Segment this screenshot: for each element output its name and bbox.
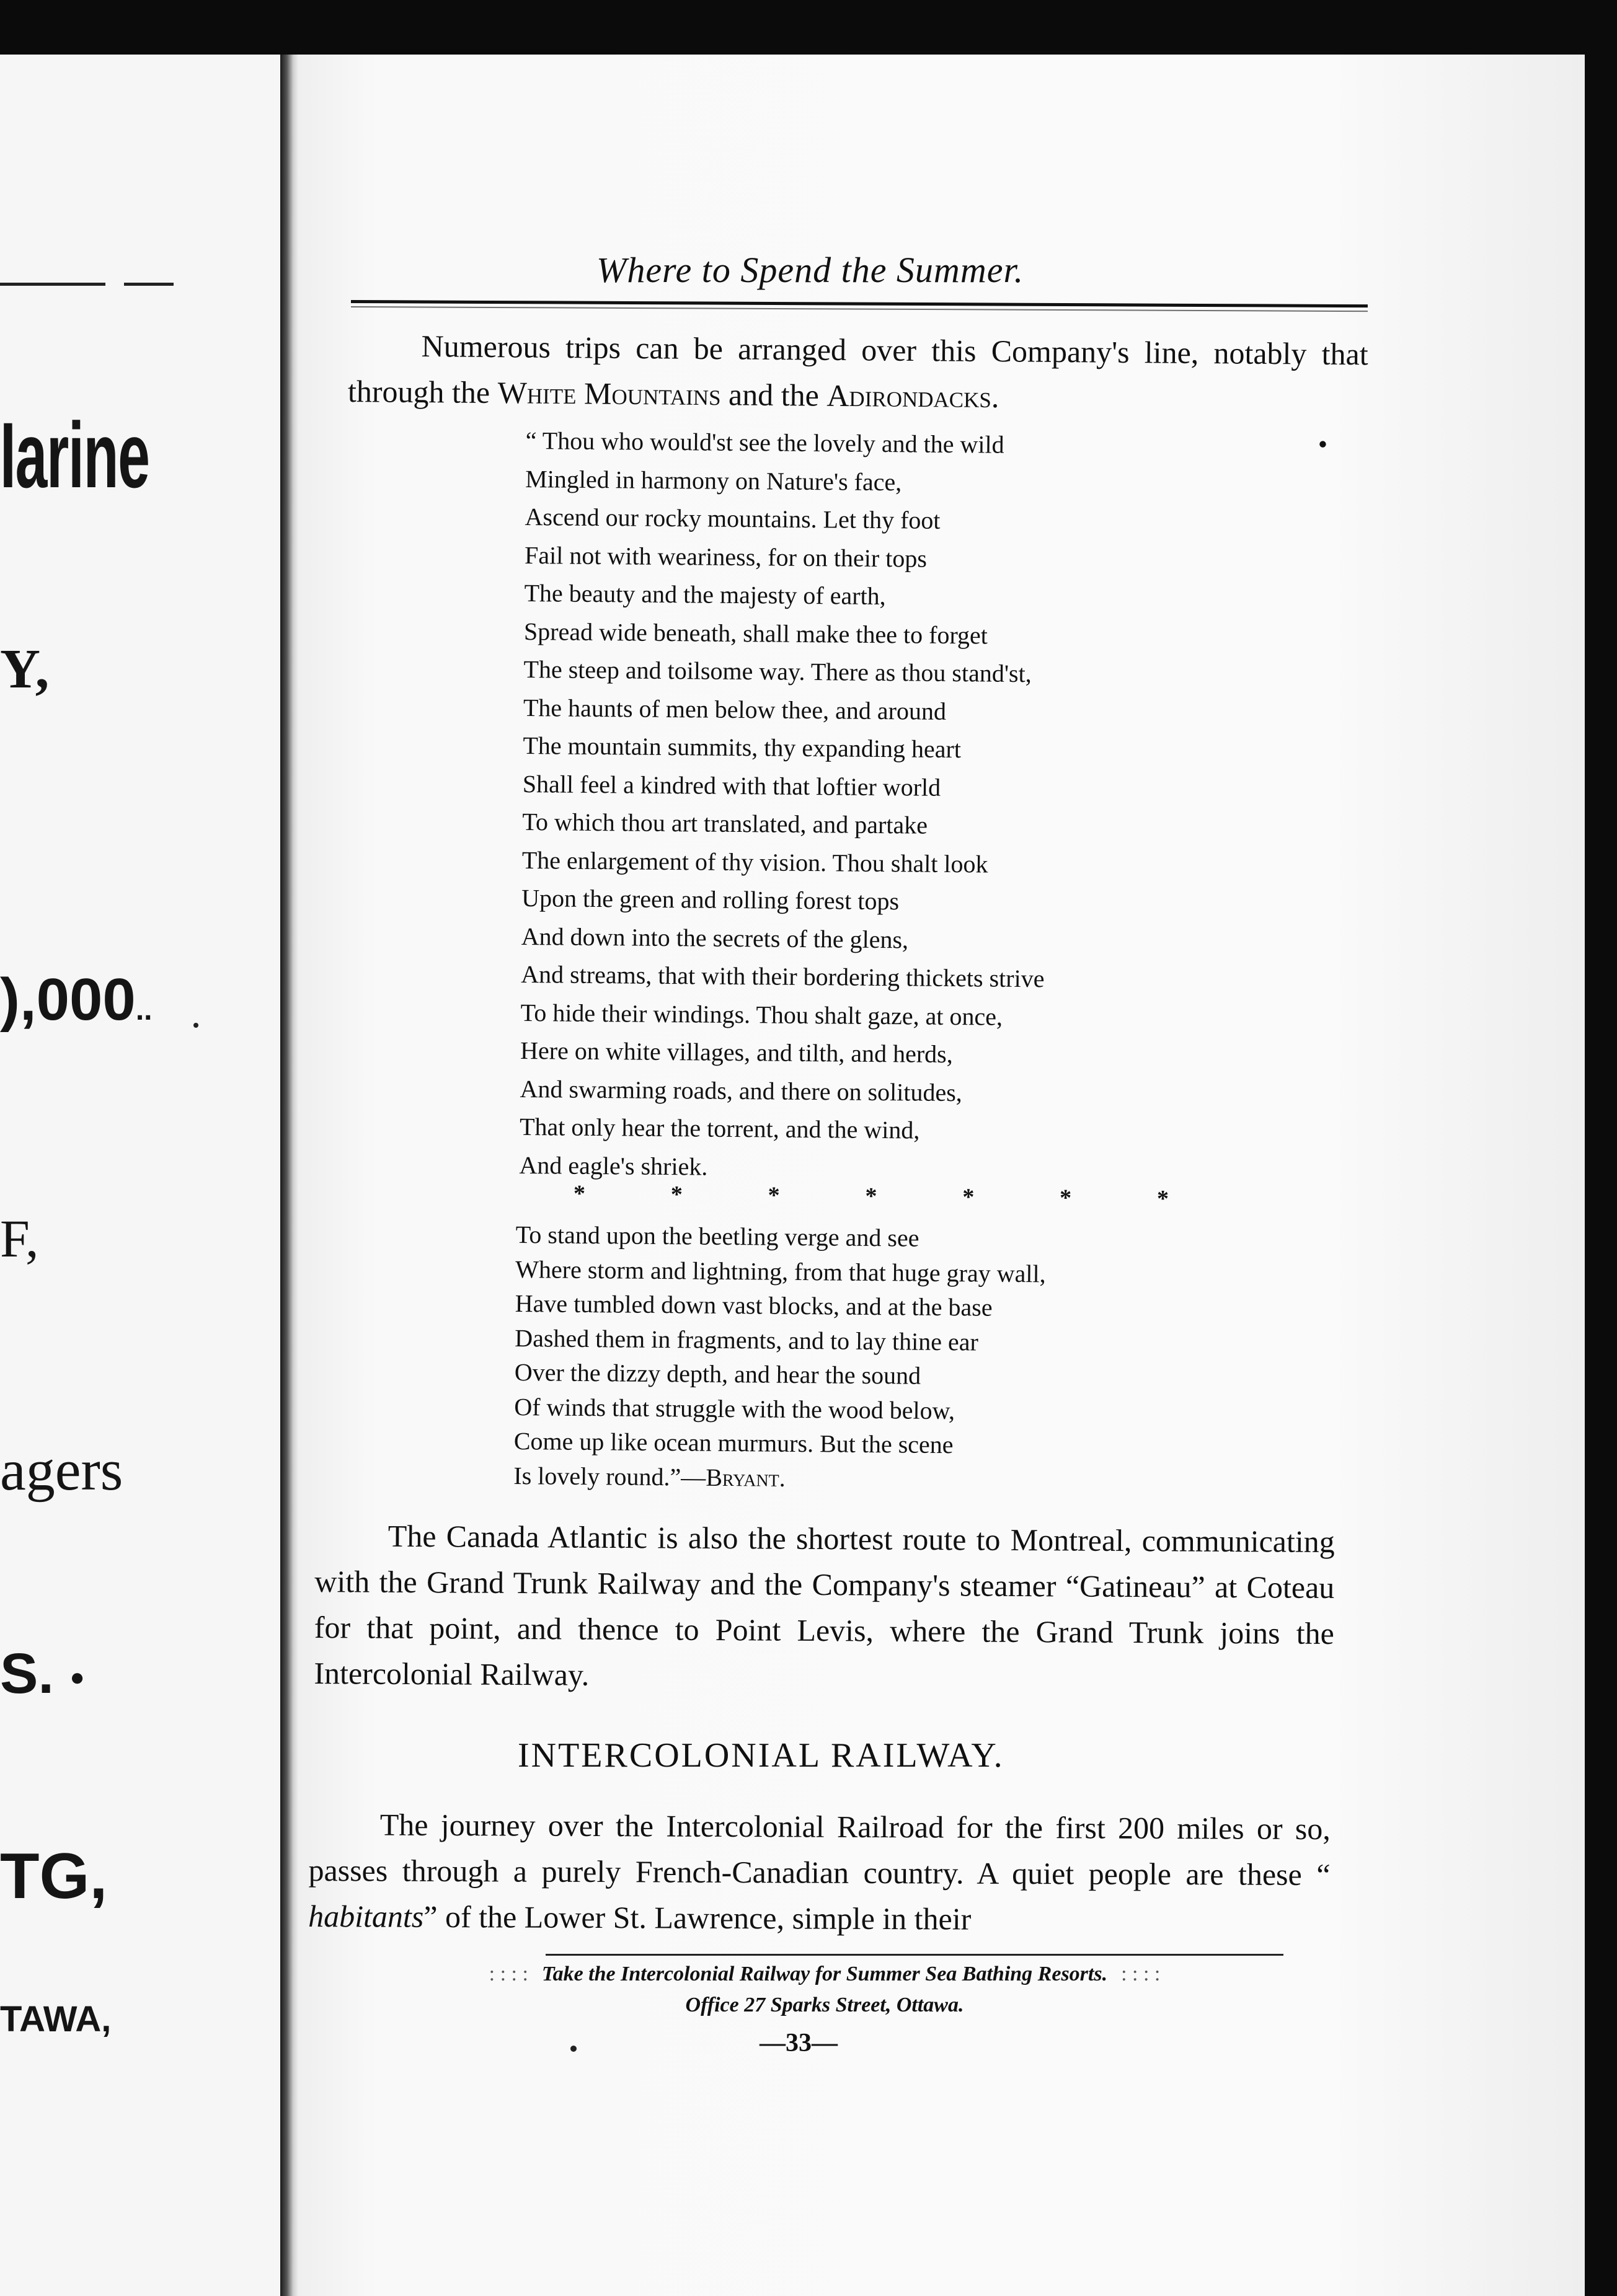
scan-top-border [0,0,1617,55]
poem-line: That only hear the torrent, and the wind, [519,1112,920,1144]
poem-asterisk-break [574,1180,1169,1212]
poem-line: Have tumbled down vast blocks, and at the base [515,1289,993,1322]
asterisk: * [1156,1186,1169,1212]
paragraph-intercolonial [308,1801,1331,1943]
paragraph-trips-text-2: and the [720,377,827,413]
asterisk: * [573,1180,586,1207]
scan-right-border [1585,0,1617,2296]
poem-line: Upon the green and rolling forest tops [521,883,900,916]
poem-line: Here on white villages, and tilth, and herds, [520,1036,953,1069]
book-gutter [280,55,299,2296]
scan-speck [570,2046,577,2052]
poem-line: The mountain summits, thy expanding heart [523,731,962,764]
poem-line: The steep and toilsome way. There as thou stand'st, [523,655,1032,688]
footer-colons-right: : : : : [1121,1963,1161,1985]
habitants-text: habitants [308,1898,424,1934]
left-page-edge [0,55,280,2296]
poem-line: Over the dizzy depth, and hear the sound [514,1358,921,1390]
paragraph-trips-text-3: . [991,379,999,415]
footer-line-1: Take the Intercolonial Railway for Summer Sea Bathing Resorts. [541,1963,1108,1985]
left-s-mark: ● [69,1664,85,1692]
white-mountains-text: White Mountains [497,375,721,412]
poem-line: Of winds that struggle with the wood below, [514,1392,955,1424]
poem-line: “ Thou who would'st see the lovely and the wild [525,426,1004,459]
poem-line: To hide their windings. Thou shalt gaze, at once, [520,998,1003,1031]
left-fragment-tg: TG, [0,1840,108,1912]
poem-author: Bryant [706,1463,779,1492]
left-number-text: ),000 [0,966,136,1033]
poem-line: And down into the secrets of the glens, [521,922,909,953]
poem-line: And streams, that with their bordering thickets strive [521,960,1045,993]
asterisk: * [962,1184,975,1211]
poem-line: The beauty and the majesty of earth, [524,578,886,611]
footer-colons-left: : : : : [489,1963,528,1985]
left-fragment-y: Y, [0,638,50,700]
poem-line: To stand upon the beetling verge and see [515,1220,919,1252]
poem-author-period: . [779,1464,786,1492]
asterisk: * [1059,1185,1072,1211]
page-number: —33— [760,2029,838,2057]
poem-line: The enlargement of thy vision. Thou shalt look [521,846,988,878]
footer-rule [546,1954,1283,1956]
left-s-text: S. [0,1642,54,1705]
poem-line: Dashed them in fragments, and to lay thine ear [515,1323,979,1356]
poem-bullet: • [1318,429,1328,460]
poem-line: Shall feel a kindred with that loftier world [522,769,941,801]
poem-line: The haunts of men below thee, and around [523,693,947,725]
poem-line: Come up like ocean murmurs. But the scene [513,1426,954,1459]
poem-last-line [513,1458,1171,1498]
poem-line: Fail not with weariness, for on their tops [524,541,928,573]
poem-line: Where storm and lightning, from that huge gray wall, [515,1255,1046,1287]
running-head: Where to Spend the Summer. [596,250,1024,290]
left-fragment-agers: agers [0,1438,123,1503]
footer-line-2: Office 27 Sparks Street, Ottawa. [685,1994,964,2016]
left-fragment-tawa: TAWA, [0,1999,112,2039]
paragraph-canada-atlantic: The Canada Atlantic is also the shortest route to Montreal, communicating with the Grand Trunk Railway and the Company's steamer “Gatineau” at Coteau for that point, and thence to Point Levis, where the Grand Trunk joins the Intercolonial Railway. [314,1518,1335,1692]
poem-line: Mingled in harmony on Nature's face, [525,464,902,496]
poem-part-1 [519,422,1328,1190]
poem-line: And swarming roads, and there on solitudes, [520,1074,962,1106]
left-fragment-f: F, [0,1209,39,1268]
paragraph-intercolonial-text-1: The journey over the Intercolonial Railroad for the first 200 miles or so, passes through a purely French-Canadian country. A quiet people are these “ [308,1807,1331,1892]
left-rule-1 [0,283,105,286]
adirondacks-text: Adirondacks [826,378,992,415]
poem-last-line-text: Is lovely round.”— [513,1461,706,1491]
asterisk: * [768,1182,780,1209]
footer-advert [310,1959,1339,2021]
section-title-intercolonial: INTERCOLONIAL RAILWAY. [518,1736,1004,1775]
asterisk: * [670,1181,683,1208]
left-number-suffix: .. [135,994,153,1027]
paragraph-trips [348,322,1368,423]
paragraph-trips-text-1: Numerous trips can be arranged over this Company's line, notably that through the [347,329,1368,410]
left-fragment-s [0,1641,85,1707]
paragraph-intercolonial-text-2: ” of the Lower St. Lawrence, simple in their [423,1899,972,1936]
poem-line: Spread wide beneath, shall make thee to forget [523,617,988,650]
poem-line: Ascend our rocky mountains. Let thy foot [525,502,941,534]
left-fragment-marine: Iarine [0,403,149,507]
asterisk: * [865,1183,877,1210]
poem-line: To which thou art translated, and partake [522,807,928,839]
poem-line: And eagle's shriek. [519,1150,708,1181]
scan-speck [193,1023,198,1028]
footer-line-1-row [310,1959,1339,1990]
left-fragment-number [0,966,152,1034]
poem-part-2 [513,1217,1173,1498]
left-rule-2 [124,283,174,286]
